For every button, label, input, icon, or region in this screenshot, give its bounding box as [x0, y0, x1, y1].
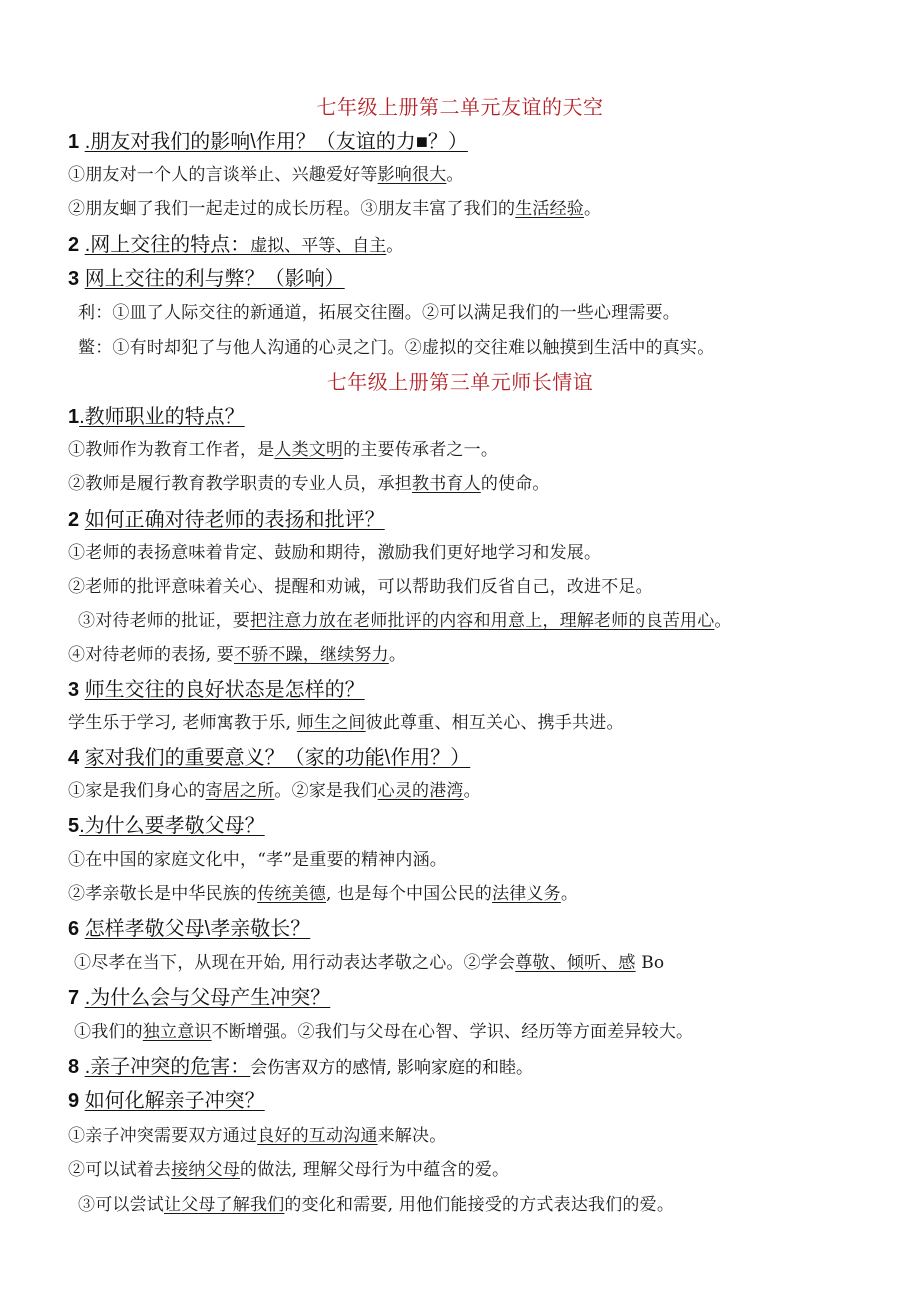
question-number: 6 — [68, 918, 80, 940]
unit3-q2-answer-1: ①老师的表扬意味着肯定、鼓励和期待，激励我们更好地学习和发展。 — [68, 543, 602, 563]
question-number: 5 — [68, 815, 80, 837]
key-phrase: 尊敬、倾听、感 — [515, 953, 636, 973]
key-phrase: 把注意力放在老师批评的内容和用意上，理解老师的良苦用心 — [250, 611, 715, 631]
question-number: 7 — [68, 987, 80, 1009]
key-phrase: 影响很大 — [377, 165, 447, 185]
key-phrase: 独立意识 — [142, 1022, 212, 1042]
unit3-question-6 — [68, 912, 310, 941]
key-phrase: 让父母了解我们 — [164, 1195, 285, 1215]
text: ①朋友对一个人的言谈举止、兴趣爱好等 — [68, 165, 378, 185]
key-phrase: 心灵的港湾 — [377, 781, 464, 801]
text: ②可以试着去 — [68, 1160, 172, 1180]
unit3-question-1 — [68, 400, 245, 429]
text: ③可以尝试 — [78, 1195, 164, 1215]
question-text: 如何化解亲子冲突？ — [84, 1090, 265, 1112]
text: 。 — [388, 645, 407, 665]
unit3-title: 七年级上册第三单元师长情谊 — [326, 372, 594, 394]
unit2-question-3 — [68, 262, 345, 291]
text: 不断增强。②我们与父母在心智、学识、经历等方面差异较大。 — [211, 1022, 694, 1042]
unit3-q1-answer-2 — [68, 469, 550, 494]
unit2-q3-pros: 利：①皿了人际交往的新通道，拓展交往圈。②可以满足我们的一些心理需要。 — [78, 303, 680, 323]
unit3-q9-answer-1 — [68, 1121, 446, 1146]
question-number: 1 — [68, 406, 80, 428]
question-text: .教师职业的特点？ — [79, 406, 245, 428]
key-phrase: 传统美德 — [257, 884, 327, 904]
text: ①教师作为教育工作者，是 — [68, 440, 275, 460]
unit3-q2-answer-2: ②老师的批评意味着关心、提醒和劝诫，可以帮助我们反省自己，改进不足。 — [68, 577, 653, 597]
text: 。 — [714, 611, 732, 631]
text: 的主要传承者之一。 — [343, 440, 499, 460]
question-label: .网上交往的特点： — [84, 234, 251, 256]
unit3-question-4 — [68, 741, 470, 770]
question-text: 家对我们的重要意义？（家的功能\作用？） — [84, 747, 471, 769]
question-text: .为什么要孝敬父母？ — [79, 815, 265, 837]
text: ①家是我们身心的 — [68, 781, 206, 801]
question-text: 怎样孝敬父母\孝亲敬长？ — [84, 918, 311, 940]
unit3-q2-answer-4 — [68, 640, 406, 665]
text: 。②家是我们 — [274, 781, 378, 801]
unit2-q1-answer-2 — [68, 194, 601, 219]
text: 。 — [463, 781, 481, 801]
key-phrase: 寄居之所 — [205, 781, 275, 801]
question-text: 师生交往的良好状态是怎样的？ — [84, 679, 365, 701]
question-label: .亲子冲突的危害： — [84, 1056, 251, 1078]
text: Bo — [635, 953, 665, 973]
unit3-q6-answer-1 — [74, 948, 664, 973]
unit3-q5-answer-1: ①在中国的家庭文化中，“孝”是重要的精神内涵。 — [68, 850, 447, 870]
unit2-title: 七年级上册第二单元友谊的天空 — [316, 97, 604, 119]
question-number: 1 — [68, 131, 80, 153]
text: 的做法, 理解父母行为中蕴含的爱。 — [240, 1160, 510, 1180]
answer-text: 虚拟、平等、自主 — [250, 236, 387, 256]
text: 来解决。 — [377, 1126, 447, 1146]
key-phrase: 良好的互动沟通 — [257, 1126, 378, 1146]
unit2-q1-answer-1 — [68, 160, 464, 185]
question-number: 9 — [68, 1090, 80, 1112]
text: 学生乐于学习, 老师寓教于乐, — [68, 713, 297, 733]
question-number: 4 — [68, 747, 80, 769]
unit3-question-7 — [68, 981, 330, 1010]
unit3-question-5 — [68, 809, 265, 838]
key-phrase: 接纳父母 — [171, 1160, 241, 1180]
text: ②教师是履行教育教学职责的专业人员，承担 — [68, 474, 412, 494]
question-text: 网上交往的利与弊？（影响） — [84, 268, 345, 290]
text: ①亲子冲突需要双方通过 — [68, 1126, 258, 1146]
key-phrase: 生活经验 — [515, 199, 585, 219]
unit3-q7-answer-1 — [74, 1017, 693, 1042]
key-phrase: 人类文明 — [274, 440, 344, 460]
text: 彼此尊重、相互关心、携手共进。 — [365, 713, 624, 733]
unit2-question-1 — [68, 125, 468, 154]
unit3-question-2 — [68, 503, 385, 532]
text: 。 — [584, 199, 602, 219]
text: ①尽孝在当下，从现在开始, 用行动表达孝敬之心。②学会 — [74, 953, 516, 973]
key-phrase: 师生之间 — [296, 713, 366, 733]
key-phrase: 教书育人 — [412, 474, 481, 494]
text: ③对待老师的批证，要 — [78, 611, 250, 631]
key-phrase: 法律义务 — [492, 884, 561, 904]
question-text: .朋友对我们的影响\作用？（友谊的力■？） — [84, 131, 468, 153]
question-number: 2 — [68, 509, 80, 531]
question-number: 2 — [68, 234, 80, 256]
answer-text: 会伤害双方的感情, 影响家庭的和睦。 — [250, 1058, 534, 1078]
unit3-q9-answer-2 — [68, 1155, 509, 1180]
unit2-question-2 — [68, 228, 403, 257]
unit3-q4-answer-1 — [68, 776, 481, 801]
question-number: 8 — [68, 1056, 80, 1078]
question-number: 3 — [68, 268, 80, 290]
unit3-question-9 — [68, 1084, 265, 1113]
text: ①我们的 — [74, 1022, 143, 1042]
unit3-q2-answer-3 — [78, 606, 732, 631]
unit3-q5-answer-2 — [68, 879, 578, 904]
unit3-question-8 — [68, 1050, 533, 1079]
text: ②朋友蛔了我们一起走过的成长历程。③朋友丰富了我们的 — [68, 199, 516, 219]
text: 的使命。 — [480, 474, 550, 494]
unit3-q1-answer-1 — [68, 435, 498, 460]
unit3-q9-answer-3 — [78, 1190, 674, 1215]
text: 。 — [560, 884, 579, 904]
text: 。 — [446, 165, 464, 185]
unit3-question-3 — [68, 673, 365, 702]
question-number: 3 — [68, 679, 80, 701]
text: , 也是每个中国公民的 — [326, 884, 493, 904]
key-phrase: 不骄不躁，继续努力 — [234, 645, 389, 665]
question-text: .为什么会与父母产生冲突？ — [84, 987, 331, 1009]
question-text: 如何正确对待老师的表扬和批评？ — [84, 509, 385, 531]
unit3-q3-answer-1 — [68, 708, 624, 733]
text: ②孝亲敬长是中华民族的 — [68, 884, 258, 904]
text: ④对待老师的表扬, 要 — [68, 645, 235, 665]
text: 的变化和需要, 用他们能接受的方式表达我们的爱。 — [284, 1195, 675, 1215]
text: 。 — [386, 236, 404, 256]
unit2-q3-cons: 鳖：①有时却犯了与他人沟通的心灵之门。②虚拟的交往难以触摸到生活中的真实。 — [78, 338, 715, 358]
